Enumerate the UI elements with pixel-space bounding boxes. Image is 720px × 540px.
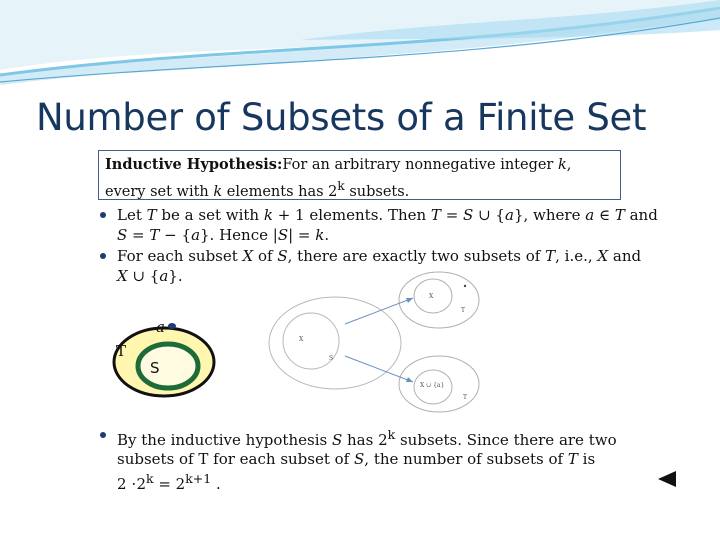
venn-label-t: T	[116, 342, 127, 360]
b1-var: T	[146, 206, 157, 224]
b1-var: S	[277, 226, 289, 244]
hypothesis-heading: Inductive Hypothesis:	[105, 156, 283, 173]
b1-text: }, where	[513, 206, 586, 224]
hypothesis-text-2: ,	[566, 157, 572, 173]
back-arrow-icon[interactable]	[656, 470, 678, 488]
hypothesis-var-k-2: k	[213, 183, 223, 200]
b3-var: S	[354, 450, 365, 468]
b3-text: .	[211, 475, 221, 493]
diag-left-set-label: X	[299, 336, 304, 343]
b1-text: =	[440, 206, 464, 224]
hypothesis-text-5: subsets.	[344, 183, 410, 200]
b3-text: 2 ⋅2	[117, 475, 146, 493]
b2-var: X	[597, 247, 609, 265]
b1-var: T	[614, 206, 625, 224]
b1-var: k	[315, 226, 325, 244]
b3-var: T	[567, 450, 578, 468]
b1-var: S	[463, 206, 474, 224]
hypothesis-text-1: For an arbitrary nonnegative integer	[282, 157, 558, 173]
b3-text: , the number of subsets of	[364, 450, 568, 468]
header-wave-decoration	[0, 0, 720, 85]
venn-label-a: a	[156, 318, 165, 336]
bullet-item-1	[100, 205, 690, 245]
diag-top-set-label: X	[429, 293, 434, 300]
diag-top-outer-label: T	[461, 307, 466, 314]
b1-text: be a set with	[156, 206, 264, 224]
b1-var: a	[585, 206, 595, 224]
venn-label-s: S	[150, 359, 160, 377]
b1-var: k	[263, 206, 273, 224]
diag-bottom-outer-label: T	[463, 394, 468, 401]
b1-text: Let	[117, 206, 147, 224]
b3-var: S	[331, 431, 343, 449]
b3-sup: k+1	[185, 471, 212, 486]
b1-var: T	[149, 226, 160, 244]
b3-text: has 2	[342, 431, 388, 449]
b1-text: | =	[288, 226, 316, 244]
b2-var: S	[277, 247, 288, 265]
b2-text: , there are exactly two subsets of	[287, 247, 546, 265]
b3-text: subsets of T for each subset of	[117, 450, 355, 468]
b1-text: + 1 elements. Then	[272, 206, 431, 224]
subset-mapping-diagram	[267, 268, 489, 416]
b3-sup: k	[387, 427, 396, 442]
b2-var: X	[117, 267, 128, 285]
hypothesis-var-k: k	[557, 157, 567, 173]
b1-var: S	[117, 226, 128, 244]
b1-var: a	[504, 206, 514, 224]
venn-inner-set	[138, 344, 198, 388]
b2-var: T	[545, 247, 556, 265]
b2-text: ∪ {	[127, 267, 160, 285]
diag-left-outer-label: S	[329, 355, 334, 362]
hypothesis-text-3: every set with	[105, 183, 214, 200]
hypothesis-exp-k: k	[337, 179, 345, 193]
b3-text: subsets. Since there are two	[395, 431, 617, 449]
b2-text: }.	[168, 267, 183, 285]
b3-text: = 2	[153, 475, 186, 493]
diag-bottom-set-label: X ∪ {a}	[420, 382, 445, 389]
b2-text: , i.e.,	[555, 247, 598, 265]
b3-text: is	[577, 450, 596, 468]
b2-var: X	[242, 247, 254, 265]
element-a-dot	[168, 323, 176, 329]
diagram-element-dot	[464, 285, 466, 287]
page-title: Number of Subsets of a Finite Set	[36, 96, 647, 139]
hypothesis-text-4: elements has 2	[222, 183, 338, 200]
b1-text: ∈	[594, 206, 615, 224]
b2-var: a	[159, 267, 169, 285]
b1-text: .	[324, 226, 330, 244]
b1-text: and	[624, 206, 658, 224]
b1-text: =	[127, 226, 150, 244]
b3-sup: k	[146, 471, 154, 486]
inductive-hypothesis-box	[98, 150, 621, 200]
b3-text: By the inductive hypothesis	[117, 431, 332, 449]
b1-var: T	[430, 206, 441, 224]
b2-text: and	[608, 247, 642, 265]
b2-text: of	[253, 247, 278, 265]
b1-var: a	[191, 226, 201, 244]
b2-text: For each subset	[117, 247, 243, 265]
b1-text: }. Hence |	[200, 226, 278, 244]
b1-text: − {	[159, 226, 192, 244]
bullet-item-3	[100, 425, 660, 494]
bullet-list-bottom	[100, 425, 660, 495]
b1-text: ∪ {	[473, 206, 505, 224]
